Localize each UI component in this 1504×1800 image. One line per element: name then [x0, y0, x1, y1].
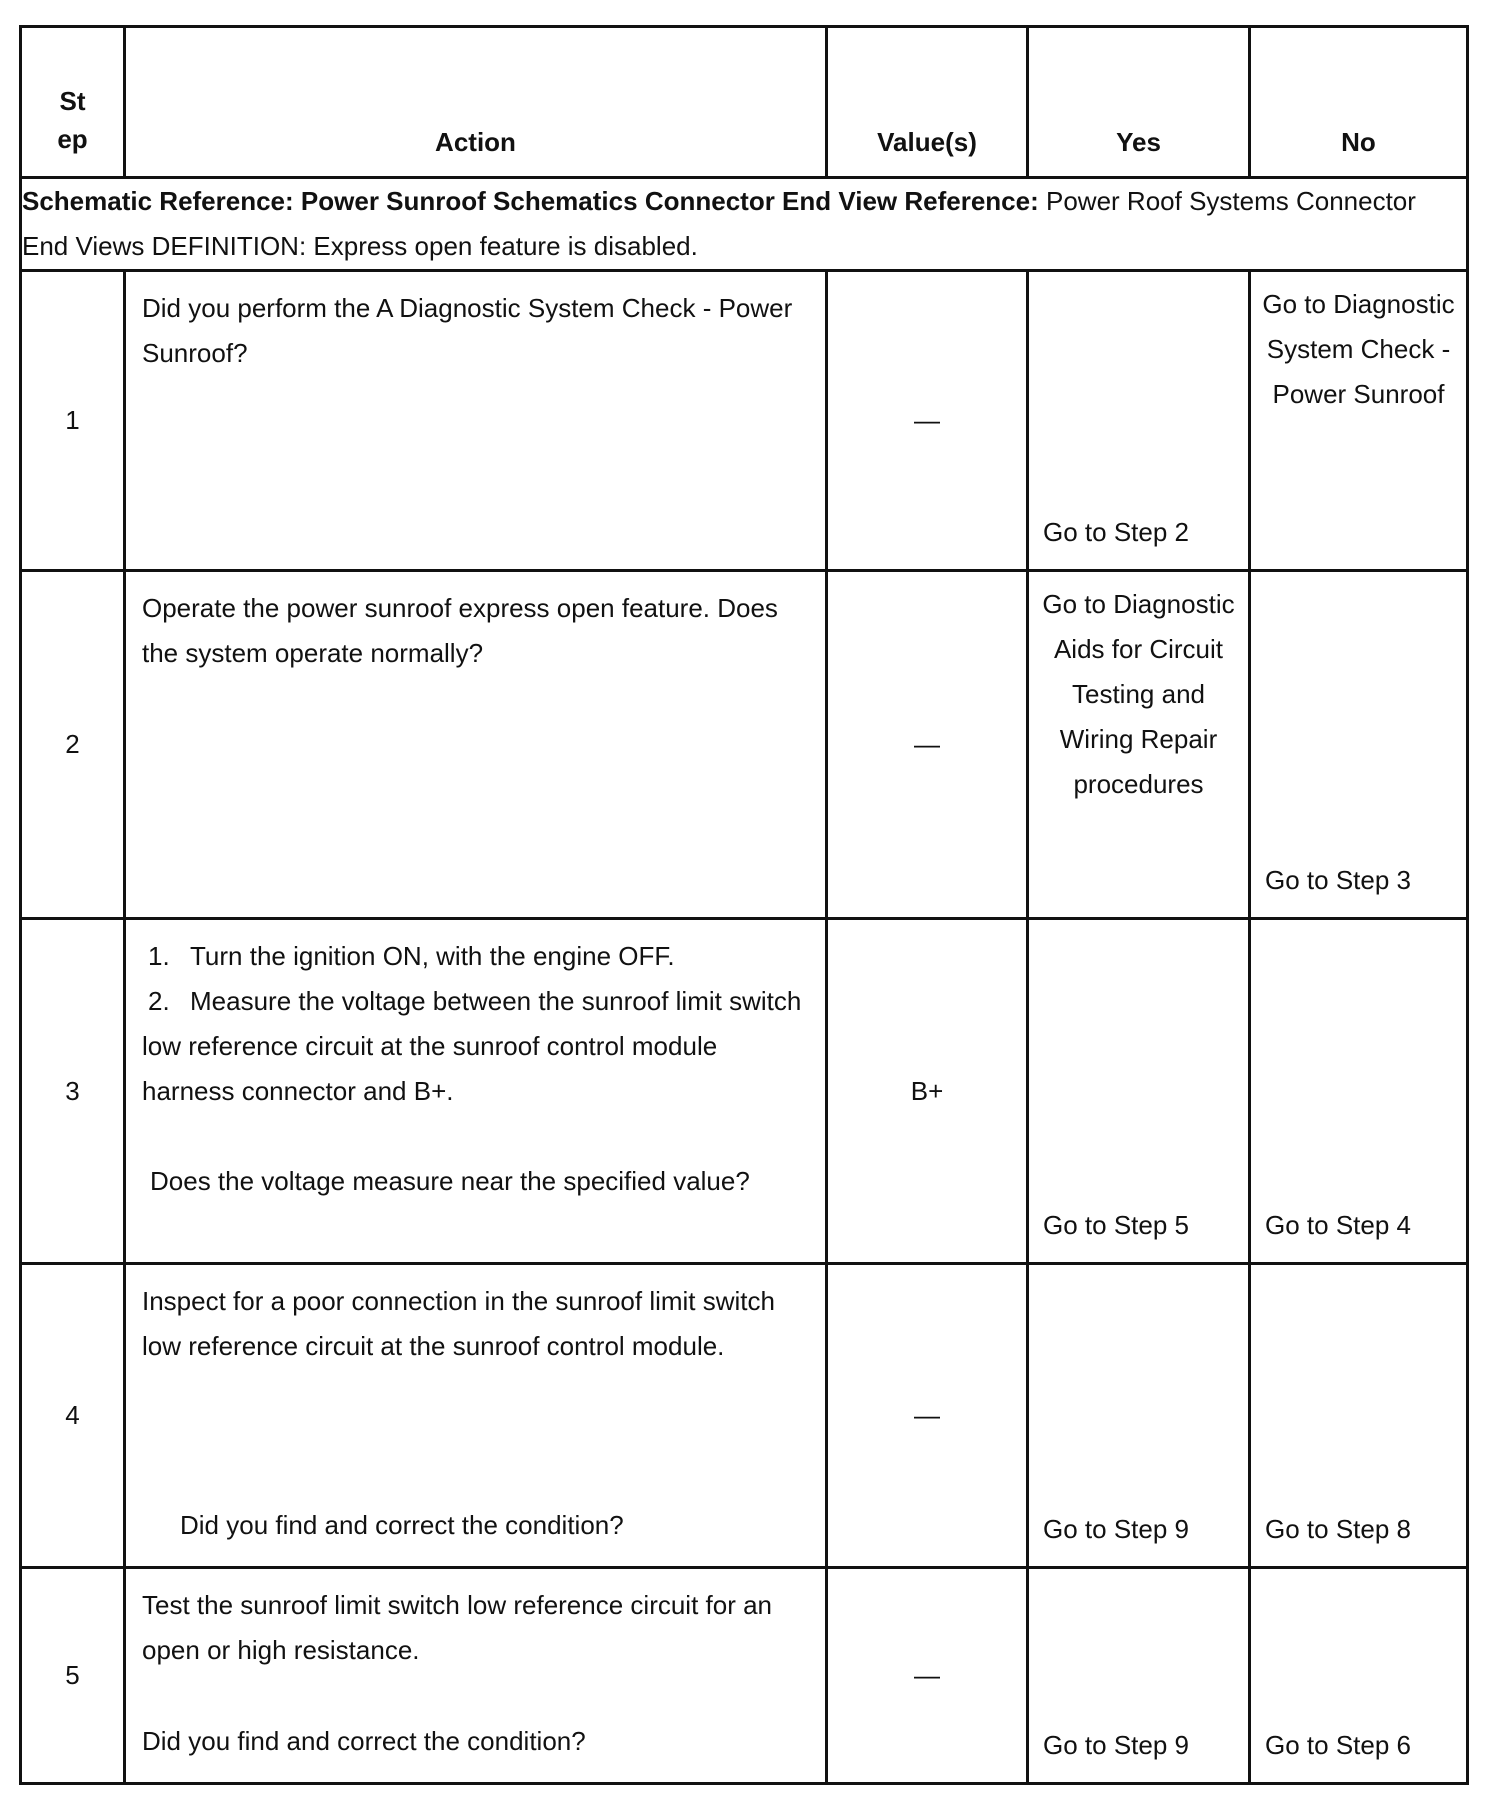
step-number: 1	[21, 271, 125, 571]
list-item: 2. Measure the voltage between the sunroof limit switch low reference circuit at the sunroof control module harness connector and B+.	[142, 986, 802, 1106]
action-question: Did you find and correct the condition?	[180, 1510, 624, 1540]
no-text: Go to Step 8	[1265, 1514, 1411, 1544]
action-question: Does the voltage measure near the specified value?	[150, 1166, 750, 1196]
action-cell	[125, 919, 827, 1264]
list-item: 1. Turn the ignition ON, with the engine OFF.	[148, 941, 675, 971]
action-cell	[125, 1568, 827, 1784]
no-cell	[1250, 919, 1468, 1264]
no-text: Go to Step 4	[1265, 1210, 1411, 1240]
action-text: Test the sunroof limit switch low reference circuit for an open or high resistance.	[142, 1590, 773, 1665]
no-cell	[1250, 571, 1468, 919]
header-action: Action	[125, 27, 827, 178]
table-row	[21, 1264, 1468, 1568]
step-number: 4	[21, 1264, 125, 1568]
yes-cell	[1028, 1568, 1250, 1784]
no-text: Go to Diagnostic System Check - Power Sunroof	[1262, 289, 1455, 409]
header-yes: Yes	[1028, 27, 1250, 178]
definition-text: DEFINITION: Express open feature is disabled.	[151, 231, 698, 261]
value-cell: —	[827, 1568, 1028, 1784]
yes-cell	[1028, 919, 1250, 1264]
yes-cell	[1028, 271, 1250, 571]
action-text: Inspect for a poor connection in the sunroof limit switch low reference circuit at the sunroof control module.	[142, 1286, 775, 1361]
table-header-row	[21, 27, 1468, 178]
yes-text: Go to Step 9	[1043, 1730, 1189, 1760]
connector-reference-label: Connector End View Reference:	[644, 186, 1039, 216]
header-step: St ep	[21, 27, 125, 178]
reference-row	[21, 178, 1468, 271]
no-cell	[1250, 1264, 1468, 1568]
no-cell	[1250, 271, 1468, 571]
yes-cell	[1028, 571, 1250, 919]
schematic-reference-label: Schematic Reference:	[22, 186, 294, 216]
step-number: 2	[21, 571, 125, 919]
action-text: Did you perform the A Diagnostic System Check - Power Sunroof?	[125, 271, 827, 571]
action-cell	[125, 1264, 827, 1568]
table-row	[21, 919, 1468, 1264]
action-question: Did you find and correct the condition?	[142, 1726, 586, 1756]
no-text: Go to Step 3	[1265, 865, 1411, 895]
schematic-reference-text: Power Sunroof Schematics	[300, 186, 638, 216]
diagnostic-table	[19, 25, 1469, 1785]
no-cell	[1250, 1568, 1468, 1784]
yes-text: Go to Step 2	[1043, 517, 1189, 547]
yes-text: Go to Step 5	[1043, 1210, 1189, 1240]
yes-text: Go to Diagnostic Aids for Circuit Testing and Wiring Repair procedures	[1042, 589, 1235, 799]
yes-cell	[1028, 1264, 1250, 1568]
value-cell: —	[827, 271, 1028, 571]
step-number: 3	[21, 919, 125, 1264]
action-text: Operate the power sunroof express open feature. Does the system operate normally?	[125, 571, 827, 919]
header-values: Value(s)	[827, 27, 1028, 178]
value-cell: —	[827, 1264, 1028, 1568]
table-row	[21, 271, 1468, 571]
no-text: Go to Step 6	[1265, 1730, 1411, 1760]
step-number: 5	[21, 1568, 125, 1784]
table-row	[21, 571, 1468, 919]
table-row	[21, 1568, 1468, 1784]
value-cell: —	[827, 571, 1028, 919]
action-steps-list	[142, 934, 807, 1114]
reference-cell	[21, 178, 1468, 271]
yes-text: Go to Step 9	[1043, 1514, 1189, 1544]
header-no: No	[1250, 27, 1468, 178]
connector-reference-text: Power Roof Systems Connector End Views	[22, 186, 1416, 261]
value-cell: B+	[827, 919, 1028, 1264]
